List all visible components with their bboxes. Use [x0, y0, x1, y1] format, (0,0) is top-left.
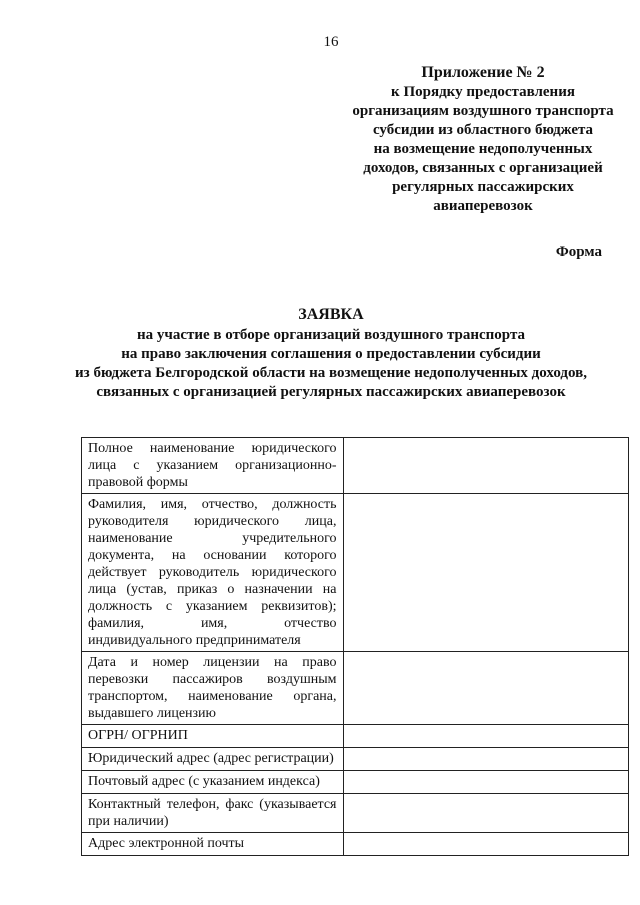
- row-value-legal-address[interactable]: [343, 748, 629, 771]
- appendix-line: к Порядку предоставления: [391, 84, 575, 100]
- row-value-director[interactable]: [343, 494, 629, 652]
- table-row: [82, 494, 629, 652]
- table-row: [82, 438, 629, 494]
- row-value-ogrn[interactable]: [343, 725, 629, 748]
- application-subtitle-line: на право заключения соглашения о предоставлении субсидии: [121, 346, 541, 362]
- appendix-line: организациям воздушного транспорта: [352, 103, 614, 119]
- row-label-postal-address: Почтовый адрес (с указанием индекса): [82, 771, 344, 794]
- application-subtitle-line: связанных с организацией регулярных пассажирских авиаперевозок: [96, 384, 566, 400]
- table-row: [82, 794, 629, 833]
- row-label-phone: Контактный телефон, факс (указывается при наличии): [82, 794, 344, 833]
- appendix-line: доходов, связанных с организацией: [363, 160, 603, 176]
- row-value-full-name[interactable]: [343, 438, 629, 494]
- table-row: [82, 652, 629, 725]
- appendix-line: регулярных пассажирских: [392, 179, 574, 195]
- page-number: 16: [323, 34, 339, 50]
- row-label-email: Адрес электронной почты: [82, 833, 344, 856]
- application-form-table: [81, 437, 629, 856]
- table-row: [82, 833, 629, 856]
- application-subtitle-line: на участие в отборе организаций воздушного транспорта: [136, 327, 525, 343]
- table-row: [82, 725, 629, 748]
- row-value-postal-address[interactable]: [343, 771, 629, 794]
- row-label-legal-address: Юридический адрес (адрес регистрации): [82, 748, 344, 771]
- row-label-license: Дата и номер лицензии на право перевозки пассажиров воздушным транспортом, наименование органа, выдавшего лицензию: [82, 652, 344, 725]
- row-label-ogrn: ОГРН/ ОГРНИП: [82, 725, 344, 748]
- application-subtitle-line: из бюджета Белгородской области на возмещение недополученных доходов,: [75, 365, 587, 381]
- row-value-license[interactable]: [343, 652, 629, 725]
- row-label-director: Фамилия, имя, отчество, должность руководителя юридического лица, наименование учредительного документа, на основании которого действует руководитель юридического лица (устав, приказ о назначении на должность с указанием реквизитов); фамилия, имя, отчество индивидуального предпринимателя: [82, 494, 344, 652]
- appendix-line: субсидии из областного бюджета: [372, 122, 594, 138]
- appendix-line: авиаперевозок: [433, 198, 533, 214]
- table-row: [82, 771, 629, 794]
- appendix-block: [318, 62, 640, 216]
- row-label-full-name: Полное наименование юридического лица с указанием организационно-правовой формы: [82, 438, 344, 494]
- application-header: [0, 304, 640, 402]
- row-value-phone[interactable]: [343, 794, 629, 833]
- appendix-title: Приложение № 2: [421, 64, 545, 81]
- form-label: Форма: [555, 244, 602, 260]
- table-row: [82, 748, 629, 771]
- appendix-line: на возмещение недополученных: [373, 141, 593, 157]
- row-value-email[interactable]: [343, 833, 629, 856]
- application-heading: ЗАЯВКА: [298, 306, 364, 323]
